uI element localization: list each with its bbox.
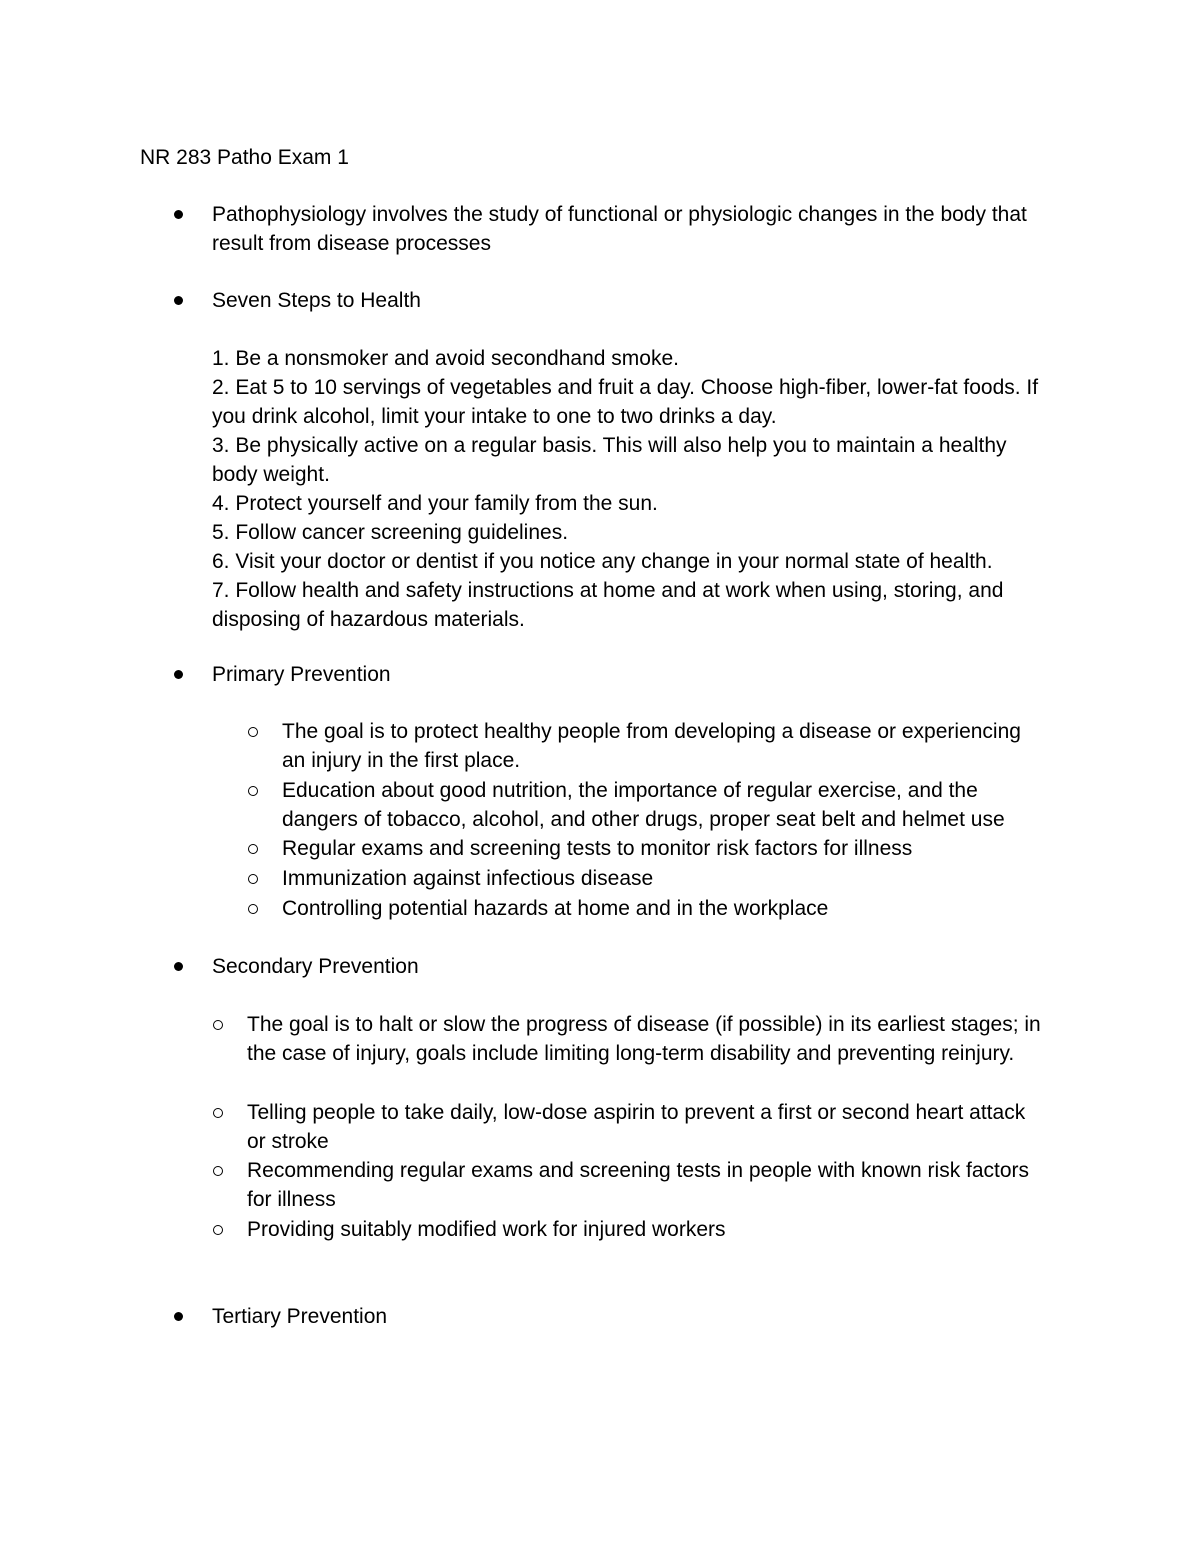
step-line: 1. Be a nonsmoker and avoid secondhand smoke. <box>212 347 679 370</box>
bullet-dot <box>174 1312 183 1321</box>
circle-bullet-icon <box>248 727 258 737</box>
bullet-dot <box>174 296 183 305</box>
circle-bullet-icon <box>213 1108 223 1118</box>
step-line: disposing of hazardous materials. <box>212 608 525 631</box>
step-line: 4. Protect yourself and your family from the sun. <box>212 492 658 515</box>
primary-item-line: Controlling potential hazards at home and in the workplace <box>282 897 829 920</box>
step-line: you drink alcohol, limit your intake to one to two drinks a day. <box>212 405 777 428</box>
step-line: 5. Follow cancer screening guidelines. <box>212 521 569 544</box>
primary-prevention-heading: Primary Prevention <box>212 663 391 686</box>
document-title: NR 283 Patho Exam 1 <box>140 146 349 169</box>
primary-item-line: Education about good nutrition, the importance of regular exercise, and the <box>282 779 978 802</box>
bullet-dot <box>174 670 183 679</box>
intro-bullet-line-1: Pathophysiology involves the study of functional or physiologic changes in the body that <box>212 203 1027 226</box>
circle-bullet-icon <box>248 786 258 796</box>
primary-item-line: dangers of tobacco, alcohol, and other drugs, proper seat belt and helmet use <box>282 808 1005 831</box>
circle-bullet-icon <box>213 1020 223 1030</box>
intro-bullet-line-2: result from disease processes <box>212 232 491 255</box>
secondary-item-line: for illness <box>247 1188 336 1211</box>
bullet-dot <box>174 962 183 971</box>
tertiary-prevention-heading: Tertiary Prevention <box>212 1305 388 1328</box>
primary-item-line: an injury in the first place. <box>282 749 521 772</box>
secondary-item-line: the case of injury, goals include limiting long-term disability and preventing reinjury. <box>247 1042 1015 1065</box>
secondary-item-line: The goal is to halt or slow the progress of disease (if possible) in its earliest stages; in <box>247 1013 1041 1036</box>
secondary-prevention-heading: Secondary Prevention <box>212 955 419 978</box>
step-line: 2. Eat 5 to 10 servings of vegetables and fruit a day. Choose high-fiber, lower-fat foods. If <box>212 376 1039 399</box>
step-line: body weight. <box>212 463 330 486</box>
primary-item-line: Immunization against infectious disease <box>282 867 654 890</box>
step-line: 3. Be physically active on a regular basis. This will also help you to maintain a healthy <box>212 434 1007 457</box>
secondary-item-line: Providing suitably modified work for injured workers <box>247 1218 726 1241</box>
seven-steps-heading: Seven Steps to Health <box>212 289 421 312</box>
circle-bullet-icon <box>213 1225 223 1235</box>
step-line: 7. Follow health and safety instructions at home and at work when using, storing, and <box>212 579 1004 602</box>
seven-steps-list <box>212 344 1038 634</box>
primary-item-line: The goal is to protect healthy people from developing a disease or experiencing <box>282 720 1021 743</box>
step-line: 6. Visit your doctor or dentist if you notice any change in your normal state of health. <box>212 550 993 573</box>
circle-bullet-icon <box>213 1166 223 1176</box>
circle-bullet-icon <box>248 844 258 854</box>
secondary-item-line: Recommending regular exams and screening tests in people with known risk factors <box>247 1159 1030 1182</box>
primary-item-line: Regular exams and screening tests to monitor risk factors for illness <box>282 837 913 860</box>
secondary-item-line: or stroke <box>247 1130 329 1153</box>
secondary-item-line: Telling people to take daily, low-dose aspirin to prevent a first or second heart attack <box>247 1101 1026 1124</box>
bullet-dot <box>174 210 183 219</box>
circle-bullet-icon <box>248 874 258 884</box>
circle-bullet-icon <box>248 904 258 914</box>
